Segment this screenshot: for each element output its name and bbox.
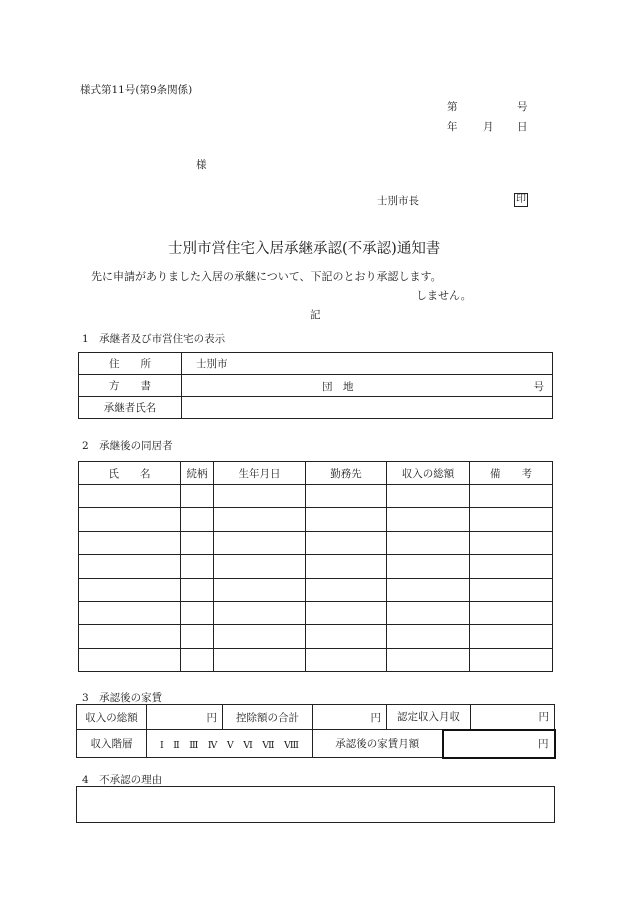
cohabitant-cell[interactable] xyxy=(387,508,470,531)
address-label: 住 所 xyxy=(79,353,182,375)
approved-monthly-income-field[interactable] xyxy=(471,705,555,730)
cohabitant-cell[interactable] xyxy=(214,485,306,508)
cohabitant-cell[interactable] xyxy=(79,601,181,624)
cohabitant-cell[interactable] xyxy=(214,531,306,554)
ki-label: 記 xyxy=(310,309,321,321)
cohabitant-cell[interactable] xyxy=(387,555,470,578)
column-header-birthdate: 生年月日 xyxy=(214,462,306,485)
cohabitant-row xyxy=(79,508,553,531)
rent-table xyxy=(76,704,556,759)
cohabitant-cell[interactable] xyxy=(214,601,306,624)
income-class-options[interactable]: Ⅰ Ⅱ Ⅲ Ⅳ Ⅴ Ⅵ Ⅶ Ⅷ xyxy=(147,730,313,758)
address-value: 士別市 xyxy=(182,353,553,375)
cohabitant-cell[interactable] xyxy=(181,625,214,648)
cohabitant-cell[interactable] xyxy=(387,601,470,624)
column-header-relationship: 続柄 xyxy=(181,462,214,485)
cohabitant-cell[interactable] xyxy=(79,578,181,601)
room-number-suffix: 号 xyxy=(533,380,544,393)
cohabitant-cell[interactable] xyxy=(387,485,470,508)
cohabitant-cell[interactable] xyxy=(306,578,387,601)
cohabitant-cell[interactable] xyxy=(181,601,214,624)
column-header-remarks: 備 考 xyxy=(470,462,553,485)
cohabitant-cell[interactable] xyxy=(387,648,470,671)
section1-heading: 1 承継者及び市営住宅の表示 xyxy=(82,333,226,345)
cohabitants-table xyxy=(78,461,553,672)
cohabitant-cell[interactable] xyxy=(470,485,553,508)
danchi-label: 団 地 xyxy=(322,380,354,393)
date-month-label: 月 xyxy=(483,121,494,133)
column-header-name: 氏 名 xyxy=(79,462,181,485)
cohabitant-cell[interactable] xyxy=(181,485,214,508)
total-income-field[interactable] xyxy=(147,705,223,730)
date-year-label: 年 xyxy=(447,121,458,133)
cohabitant-cell[interactable] xyxy=(470,555,553,578)
cohabitant-row xyxy=(79,601,553,624)
date-day-label: 日 xyxy=(517,121,528,133)
cohabitant-row xyxy=(79,555,553,578)
cohabitant-cell[interactable] xyxy=(79,648,181,671)
issuer-title: 士別市長 xyxy=(377,195,419,207)
successor-housing-table xyxy=(78,352,553,419)
cohabitant-row xyxy=(79,531,553,554)
successor-name-field[interactable] xyxy=(182,397,553,419)
approved-rent-field[interactable] xyxy=(443,730,555,758)
document-title: 士別市営住宅入居承継承認(不承認)通知書 xyxy=(168,241,441,257)
cohabitant-cell[interactable] xyxy=(470,625,553,648)
addressee-suffix: 様 xyxy=(196,159,207,171)
cohabitant-cell[interactable] xyxy=(214,578,306,601)
cohabitant-cell[interactable] xyxy=(306,485,387,508)
body-text-approve: 先に申請がありました入居の承継について、下記のとおり承認します。 xyxy=(91,270,442,283)
successor-name-label: 承継者氏名 xyxy=(79,397,182,419)
rejection-reason-field[interactable] xyxy=(76,786,555,823)
income-class-label: 収入階層 xyxy=(77,730,147,758)
cohabitant-cell[interactable] xyxy=(181,578,214,601)
cohabitant-cell[interactable] xyxy=(306,648,387,671)
cohabitant-cell[interactable] xyxy=(214,625,306,648)
cohabitant-cell[interactable] xyxy=(470,648,553,671)
section3-heading: 3 承認後の家賃 xyxy=(82,692,163,704)
cohabitant-cell[interactable] xyxy=(306,508,387,531)
cohabitant-cell[interactable] xyxy=(181,531,214,554)
section2-heading: 2 承継後の同居者 xyxy=(82,440,173,452)
cohabitant-cell[interactable] xyxy=(181,508,214,531)
cohabitant-cell[interactable] xyxy=(470,531,553,554)
cohabitant-cell[interactable] xyxy=(181,555,214,578)
cohabitant-cell[interactable] xyxy=(387,531,470,554)
cohabitant-row xyxy=(79,625,553,648)
yen-unit: 円 xyxy=(538,738,549,750)
housing-label: 方 書 xyxy=(79,375,182,397)
cohabitant-cell[interactable] xyxy=(214,508,306,531)
cohabitant-row xyxy=(79,648,553,671)
cohabitant-cell[interactable] xyxy=(387,578,470,601)
form-number-label: 様式第11号(第9条関係) xyxy=(80,84,193,96)
deduction-total-field[interactable] xyxy=(313,705,387,730)
cohabitant-cell[interactable] xyxy=(79,625,181,648)
cohabitant-cell[interactable] xyxy=(306,625,387,648)
cohabitant-row xyxy=(79,485,553,508)
yen-unit: 円 xyxy=(538,711,550,724)
seal-mark: 印 xyxy=(516,194,526,205)
cohabitant-cell[interactable] xyxy=(387,625,470,648)
section4-heading: 4 不承認の理由 xyxy=(82,774,163,786)
cohabitant-cell[interactable] xyxy=(181,648,214,671)
approved-rent-label: 承認後の家賃月額 xyxy=(313,730,443,758)
column-header-workplace: 勤務先 xyxy=(306,462,387,485)
approved-monthly-income-label: 認定収入月収 xyxy=(387,705,471,730)
cohabitant-cell[interactable] xyxy=(306,555,387,578)
total-income-label: 収入の総額 xyxy=(77,705,147,730)
cohabitant-cell[interactable] xyxy=(470,578,553,601)
yen-unit: 円 xyxy=(370,711,381,724)
cohabitant-cell[interactable] xyxy=(470,601,553,624)
cohabitant-cell[interactable] xyxy=(214,555,306,578)
cohabitant-cell[interactable] xyxy=(79,555,181,578)
body-text-reject: しません。 xyxy=(416,289,472,302)
cohabitant-cell[interactable] xyxy=(306,601,387,624)
housing-value-cell xyxy=(182,375,553,397)
cohabitant-row xyxy=(79,578,553,601)
yen-unit: 円 xyxy=(206,711,217,724)
cohabitant-cell[interactable] xyxy=(306,531,387,554)
column-header-total-income: 収入の総額 xyxy=(387,462,470,485)
cohabitant-cell[interactable] xyxy=(79,531,181,554)
cohabitant-cell[interactable] xyxy=(79,485,181,508)
document-number-prefix: 第 xyxy=(447,101,458,113)
deduction-total-label: 控除額の合計 xyxy=(223,705,313,730)
document-number-suffix: 号 xyxy=(517,101,528,113)
cohabitant-cell[interactable] xyxy=(214,648,306,671)
cohabitant-cell[interactable] xyxy=(470,508,553,531)
cohabitant-cell[interactable] xyxy=(79,508,181,531)
